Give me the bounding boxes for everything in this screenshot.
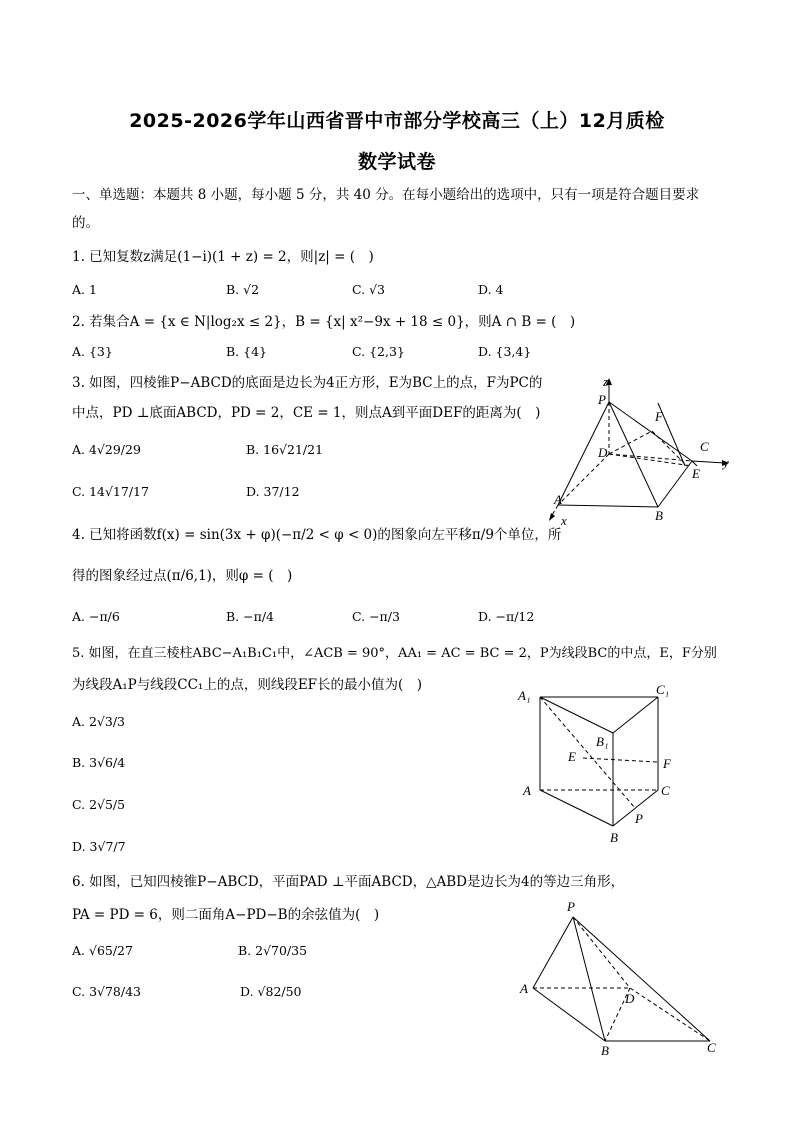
q4-option-a[interactable]: A. −π/6 <box>72 609 120 624</box>
q6-option-c[interactable]: C. 3√78/43 <box>72 984 142 999</box>
q3-option-d[interactable]: D. 37/12 <box>246 484 300 499</box>
question-5-stem-line2: 为线段A₁P与线段CC₁上的点，则线段EF长的最小值为( ) <box>72 677 423 693</box>
fig3-label-x: x <box>561 513 567 528</box>
question-6-stem-line1: 6. 如图，已知四棱锥P−ABCD，平面PAD ⊥平面ABCD，△ABD是边长为4的等边三角形， <box>72 874 625 890</box>
figure-5-prism <box>515 680 695 850</box>
section-instructions: 一、单选题：本题共 8 小题，每小题 5 分，共 40 分。在每小题给出的选项中，只有一项是符合题目要求 <box>72 187 700 203</box>
fig3-label-e: E <box>692 466 700 481</box>
question-3-stem-line1: 3. 如图，四棱锥P−ABCD的底面是边长为4正方形，E为BC上的点，F为PC的 <box>72 375 543 391</box>
figure-3-pyramid <box>545 372 745 532</box>
q4-option-d[interactable]: D. −π/12 <box>478 609 535 624</box>
q5-option-b[interactable]: B. 3√6/4 <box>72 755 126 770</box>
fig5-label-b1: B₁ <box>596 734 609 749</box>
fig6-label-b: B <box>601 1043 609 1058</box>
question-1-stem: 1. 已知复数z满足(1−i)(1 + z) = 2，则|z| = ( ) <box>72 249 374 265</box>
question-3-stem-line2: 中点，PD ⊥底面ABCD，PD = 2，CE = 1，则点A到平面DEF的距离为( ) <box>72 405 541 421</box>
question-4-stem-line2: 得的图象经过点(π/6,1)，则φ = ( ) <box>72 568 293 584</box>
fig6-label-c: C <box>707 1040 716 1055</box>
page-title: 2025-2026学年山西省晋中市部分学校高三（上）12月质检 <box>129 110 665 132</box>
figure-6-pyramid <box>515 895 730 1065</box>
fig6-label-p: P <box>567 899 575 914</box>
q2-option-d[interactable]: D. {3,4} <box>478 344 532 359</box>
fig3-label-a: A <box>554 492 562 507</box>
question-6-stem-line2: PA = PD = 6，则二面角A−PD−B的余弦值为( ) <box>72 907 380 923</box>
section-instructions-cont: 的。 <box>72 215 99 231</box>
question-2-stem: 2. 若集合A = {x ∈ N|log₂x ≤ 2}，B = {x| x²−9x + 18 ≤ 0}，则A ∩ B = ( ) <box>72 314 576 330</box>
q6-option-a[interactable]: A. √65/27 <box>72 943 133 958</box>
fig5-label-a1: A₁ <box>518 688 531 703</box>
fig3-label-d: D <box>598 445 608 460</box>
fig3-label-z: z <box>603 374 609 389</box>
fig3-label-p: P <box>598 392 606 407</box>
fig3-label-y: y <box>723 455 729 470</box>
q5-option-c[interactable]: C. 2√5/5 <box>72 797 126 812</box>
q6-option-b[interactable]: B. 2√70/35 <box>238 943 308 958</box>
page-subtitle: 数学试卷 <box>357 151 436 173</box>
fig5-label-e: E <box>568 749 576 764</box>
q2-option-c[interactable]: C. {2,3} <box>352 344 405 359</box>
fig6-label-d: D <box>625 991 635 1006</box>
q5-option-d[interactable]: D. 3√7/7 <box>72 839 126 854</box>
q6-option-d[interactable]: D. √82/50 <box>240 984 302 999</box>
q5-option-a[interactable]: A. 2√3/3 <box>72 714 126 729</box>
fig6-label-a: A <box>520 981 528 996</box>
q2-option-a[interactable]: A. {3} <box>72 344 113 359</box>
q1-option-d[interactable]: D. 4 <box>478 282 504 297</box>
fig5-label-c: C <box>661 783 670 798</box>
fig5-label-c1: C₁ <box>656 682 670 697</box>
q4-option-b[interactable]: B. −π/4 <box>226 609 274 624</box>
q3-option-c[interactable]: C. 14√17/17 <box>72 484 149 499</box>
fig5-label-a: A <box>523 783 531 798</box>
q3-option-a[interactable]: A. 4√29/29 <box>72 442 141 457</box>
q2-option-b[interactable]: B. {4} <box>226 344 267 359</box>
q4-option-c[interactable]: C. −π/3 <box>352 609 400 624</box>
fig3-label-c: C <box>700 439 709 454</box>
fig5-label-f: F <box>663 756 671 771</box>
question-5-stem-line1: 5. 如图，在直三棱柱ABC−A₁B₁C₁中，∠ACB = 90°，AA₁ = AC = BC = 2，P为线段BC的中点，E，F分别 <box>72 646 717 661</box>
q3-option-b[interactable]: B. 16√21/21 <box>246 442 324 457</box>
q1-option-b[interactable]: B. √2 <box>226 282 260 297</box>
question-4-stem-line1: 4. 已知将函数f(x) = sin(3x + φ)(−π/2 < φ < 0)的图象向左平移π/9个单位，所 <box>72 527 562 543</box>
q1-option-c[interactable]: C. √3 <box>352 282 385 297</box>
q1-option-a[interactable]: A. 1 <box>72 282 97 297</box>
fig5-label-p: P <box>635 811 643 826</box>
fig3-label-b: B <box>655 508 663 523</box>
fig3-label-f: F <box>655 409 663 424</box>
fig5-label-b: B <box>610 830 618 845</box>
